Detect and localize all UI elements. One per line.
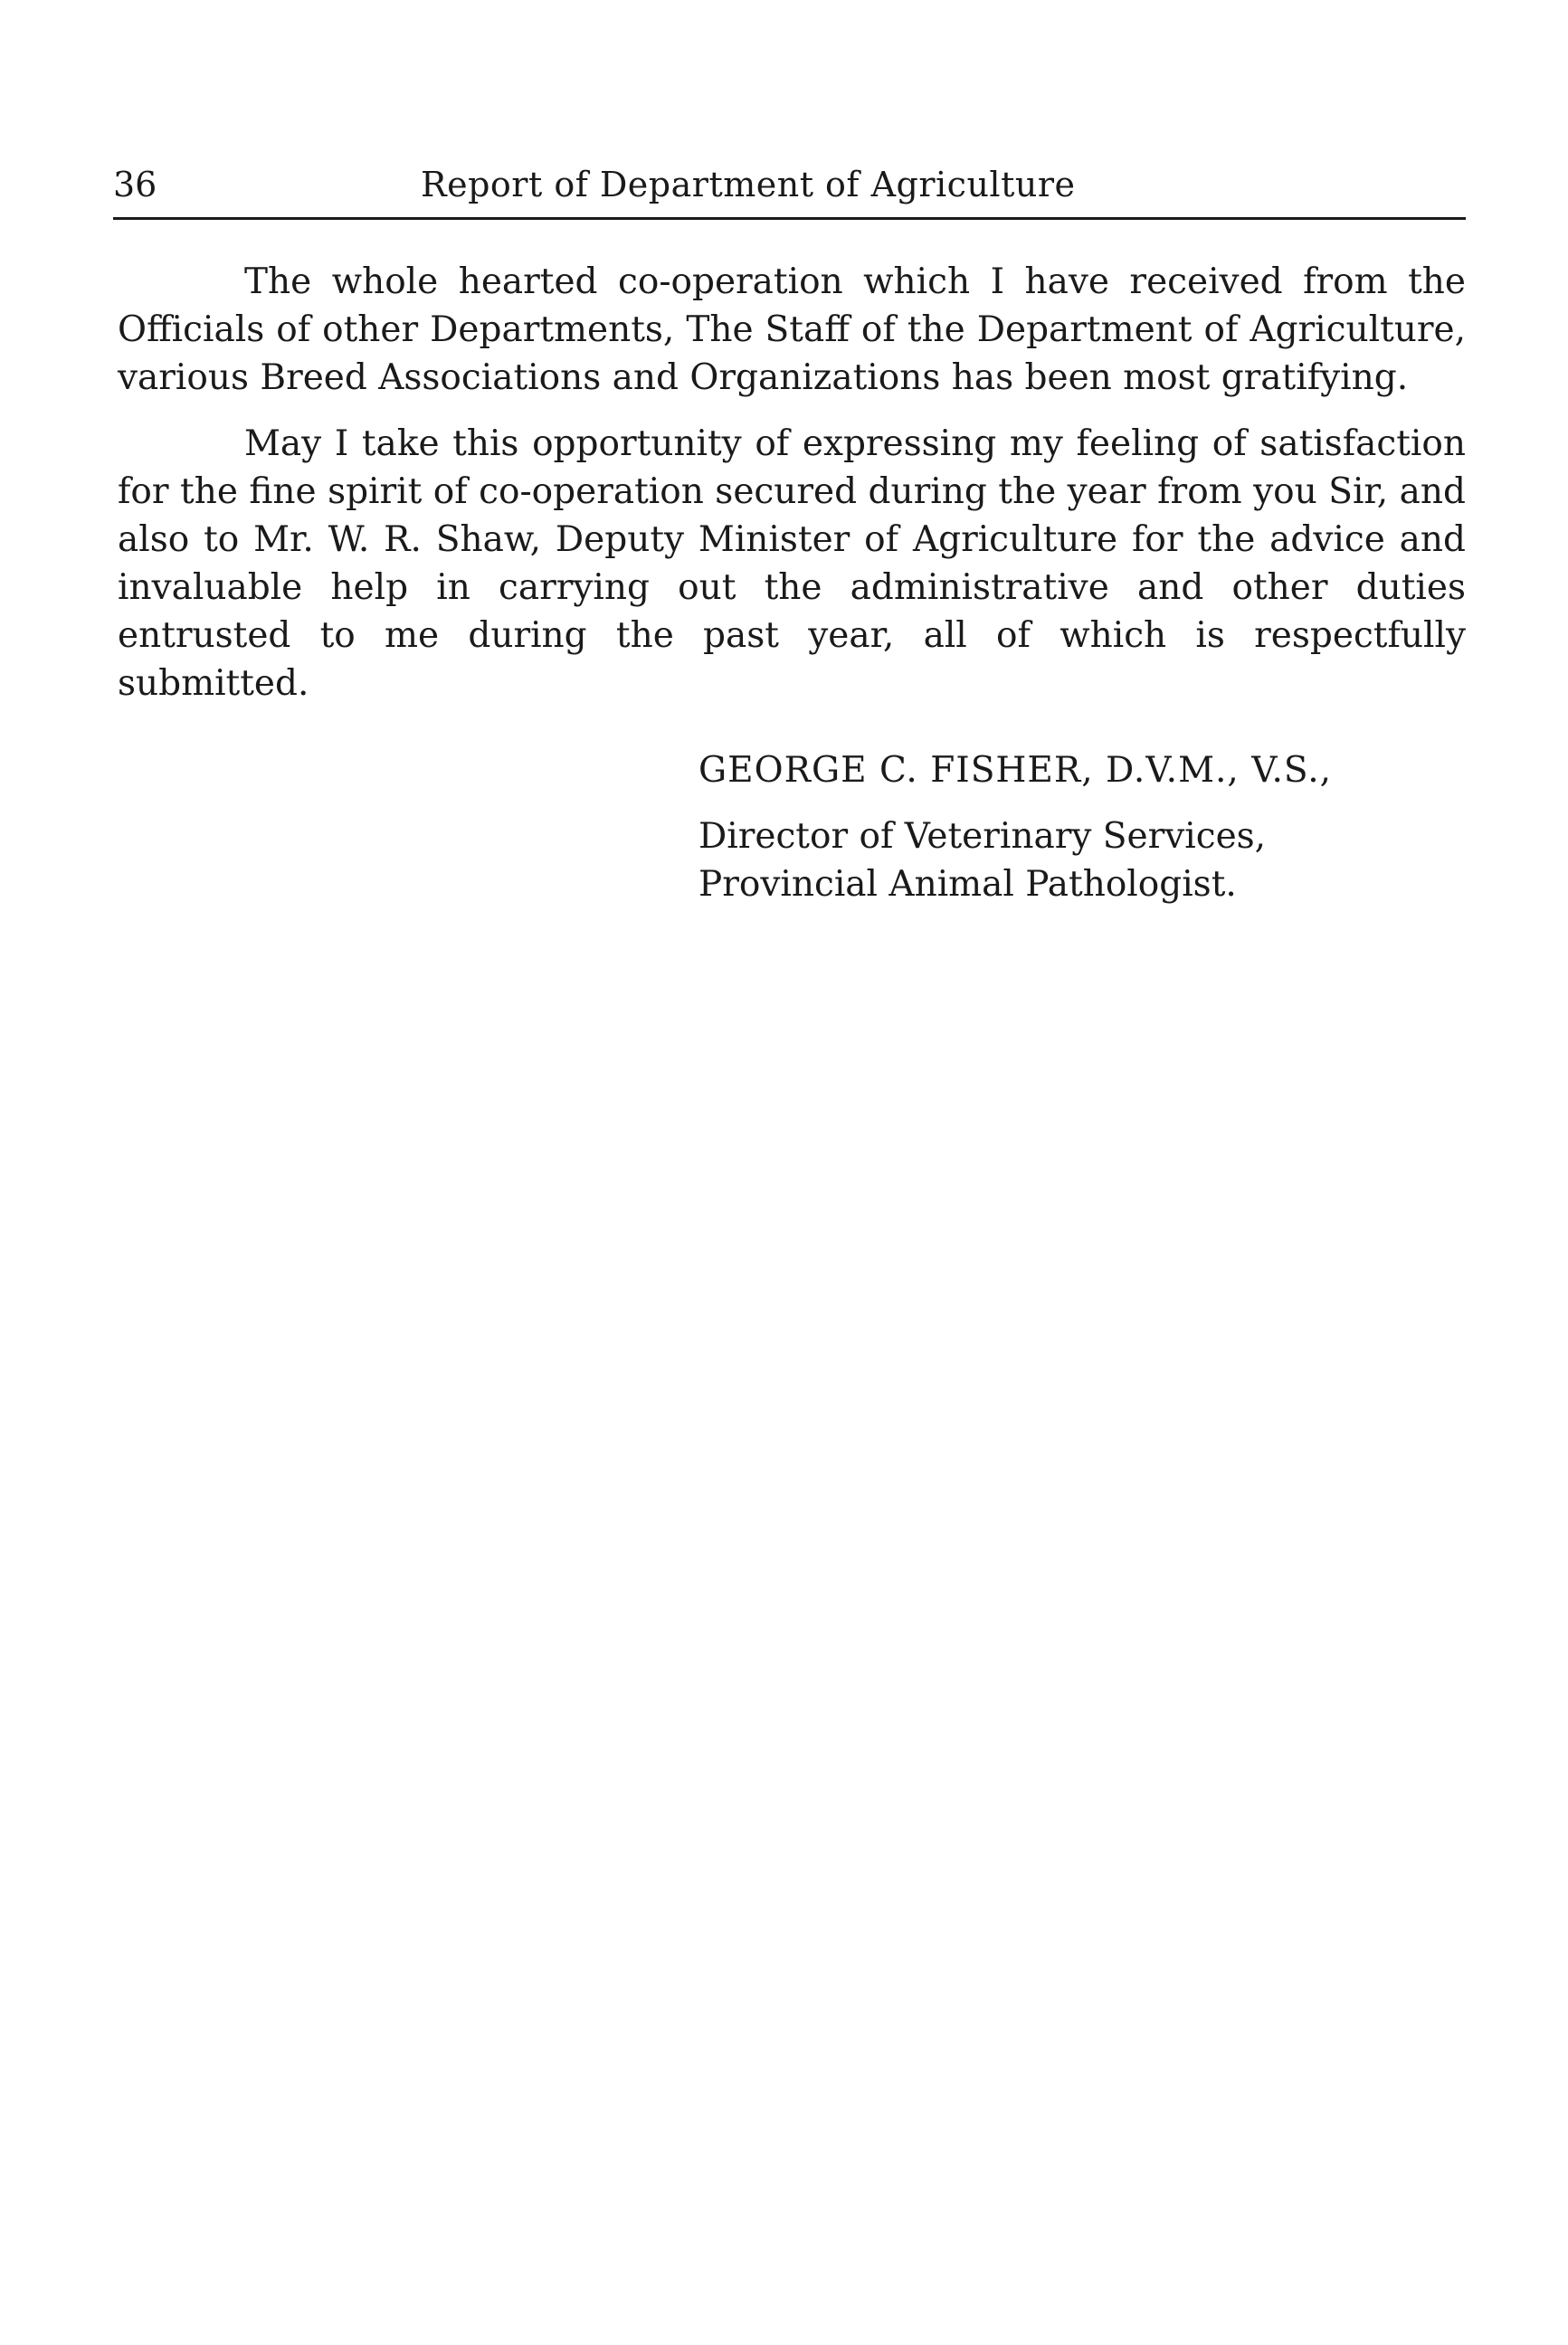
body-text	[118, 258, 1466, 726]
signature-block	[698, 746, 1440, 908]
signatory-title: Director of Veterinary Services,	[698, 816, 1267, 857]
page-number: 36	[113, 165, 157, 204]
page-header	[113, 159, 1466, 210]
paragraph-cooperation: The whole hearted co-operation which I have received from the Officials of other Departments, The Staff of the Department of Agriculture, various Breed Associations and Organizations has been most gratifying.	[118, 261, 1466, 398]
header-rule	[113, 217, 1466, 220]
signatory-name: GEORGE C. FISHER, D.V.M., V.S.,	[698, 750, 1333, 791]
paragraph-acknowledgement: May I take this opportunity of expressing my feeling of satisfaction for the fine spirit of co-operation secured during the year from you Sir, and also to Mr. W. R. Shaw, Deputy Minister of Agriculture for the advice and invaluable help in carrying out the administrative and other duties entrusted to me during the past year, all of which is respectfully submitted.	[118, 423, 1466, 704]
running-title: Report of Department of Agriculture	[421, 165, 1076, 204]
signatory-title-secondary: Provincial Animal Pathologist.	[698, 864, 1237, 905]
